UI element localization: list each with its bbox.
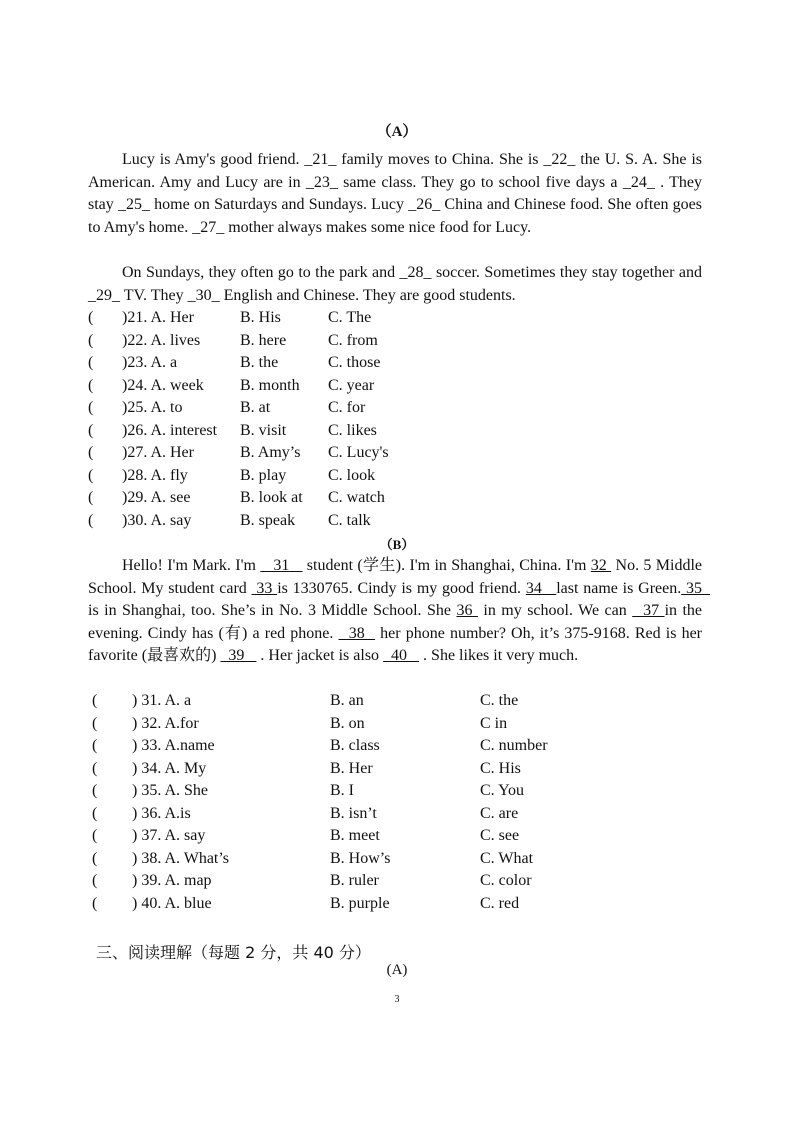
option-q: ) 31. A. a (132, 692, 192, 709)
blank-number: 33 (251, 579, 278, 597)
option-b: B. on (330, 714, 365, 732)
section-b-title: （B） (379, 537, 415, 552)
text-segment: _25_ (117, 196, 150, 214)
text-segment: _30_ (187, 286, 220, 304)
text-segment: On Sundays, they often go to the park and (122, 264, 400, 281)
section-a-paragraph-2 (88, 262, 706, 307)
option-c: C. likes (328, 421, 377, 439)
text-segment: _22_ (543, 151, 576, 168)
option-b: B. the (240, 354, 279, 371)
blank-number: 36 (456, 602, 478, 620)
text-segment: home on Saturdays and Sundays. Lucy (149, 196, 409, 214)
option-c: C. What (480, 849, 534, 867)
option-b: B. isn’t (330, 804, 377, 822)
option-b: B. I (330, 782, 354, 799)
option-b: B. His (240, 309, 281, 326)
section-a-paragraph-1 (88, 149, 706, 239)
option-b: B. at (240, 399, 271, 416)
text-segment: student (学生). I'm in Shanghai, China. I'm (302, 557, 591, 574)
option-b: B. purple (330, 894, 390, 912)
text-segment: China and Chinese food. She often goes to Amy's home. (88, 196, 706, 236)
text-segment: mother always makes some nice food for Lucy. (224, 218, 532, 236)
option-c: C. the (480, 692, 519, 709)
option-q: )30. A. say (122, 511, 192, 529)
option-q: )27. A. Her (122, 444, 194, 461)
option-q: )25. A. to (122, 399, 183, 416)
option-b: B. an (330, 692, 364, 709)
text-segment: in my school. We can (477, 602, 633, 620)
text-segment: . She likes it very much. (419, 647, 579, 665)
option-c: C. year (328, 376, 375, 394)
section-b-paragraph (88, 555, 715, 668)
option-b: B. speak (240, 511, 296, 529)
option-q: ) 33. A.name (132, 737, 215, 754)
blank-number: 38 (338, 624, 376, 642)
answer-bracket: ( (92, 849, 98, 867)
option-c: C in (480, 714, 508, 732)
option-c: C. see (480, 827, 520, 844)
option-b: B. here (240, 331, 287, 349)
option-c: C. The (328, 309, 372, 326)
answer-bracket: ( (88, 399, 94, 416)
blank-number: 40 (383, 647, 420, 665)
answer-bracket: ( (92, 759, 98, 777)
answer-bracket: ( (92, 737, 98, 754)
answer-bracket: ( (88, 354, 94, 371)
option-b: B. play (240, 466, 287, 484)
option-q: ) 34. A. My (132, 759, 207, 777)
answer-bracket: ( (88, 511, 94, 529)
answer-bracket: ( (88, 444, 94, 461)
text-segment: _23_ (305, 173, 338, 191)
answer-bracket: ( (92, 692, 98, 709)
option-c: C. from (328, 331, 378, 349)
option-q: )29. A. see (122, 489, 191, 506)
option-c: C. those (328, 354, 381, 371)
text-segment: family moves to China. She is (336, 151, 544, 168)
answer-bracket: ( (88, 309, 94, 326)
text-segment: last name is Green. (556, 579, 682, 597)
blank-number: 34 (525, 579, 557, 597)
option-b: B. month (240, 376, 300, 394)
blank-number: 35 (681, 579, 711, 597)
option-b: B. ruler (330, 872, 379, 889)
text-segment: No. 5 Middle School. My student card (88, 557, 707, 597)
option-b: B. Her (330, 759, 373, 777)
answer-bracket: ( (88, 331, 94, 349)
answer-bracket: ( (92, 827, 98, 844)
text-segment: Hello! I'm Mark. I'm (122, 557, 261, 574)
text-segment: is in Shanghai, too. She’s in No. 3 Middle School. She (88, 579, 715, 620)
option-c: C. watch (328, 489, 385, 506)
answer-bracket: ( (88, 376, 94, 394)
section-3-subtitle: (A) (386, 962, 408, 978)
text-segment: her phone number? Oh, it’s 375-9168. Red is her favorite (最喜欢的) (88, 624, 707, 665)
blank-number: 31 (260, 557, 303, 574)
text-segment: . They stay (88, 173, 706, 214)
section-a-title: （A） (376, 124, 418, 140)
option-c: C. for (328, 399, 366, 416)
option-c: C. talk (328, 511, 371, 529)
answer-bracket: ( (88, 489, 94, 506)
text-segment: _24_ (622, 173, 655, 191)
blank-number: 39 (220, 647, 257, 665)
option-c: C. Lucy's (328, 444, 389, 461)
text-segment: _21_ (304, 151, 337, 168)
option-q: )22. A. lives (122, 331, 201, 349)
text-segment: the U. S. A. She is American. Amy and Lucy are in (88, 151, 706, 191)
option-q: )28. A. fly (122, 466, 188, 484)
answer-bracket: ( (92, 804, 98, 822)
blank-number: 37 (632, 602, 665, 620)
option-c: C. look (328, 466, 376, 484)
page-number: 3 (394, 994, 400, 1005)
option-b: B. visit (240, 421, 287, 439)
section-3-heading: 三、阅读理解（每题 2 分，共 40 分） (96, 943, 371, 962)
text-segment: TV. They (120, 286, 188, 304)
text-segment: in the evening. Cindy has (有) a red phone. (88, 602, 707, 642)
option-c: C. You (480, 782, 525, 799)
option-b: B. Amy’s (240, 444, 301, 461)
text-segment: _29_ (88, 286, 120, 304)
option-q: )23. A. a (122, 354, 178, 371)
option-c: C. are (480, 804, 519, 822)
text-segment: _28_ (399, 264, 432, 281)
option-q: )26. A. interest (122, 421, 218, 439)
option-q: ) 35. A. She (132, 782, 208, 799)
text-segment: _26_ (408, 196, 441, 214)
text-segment: _27_ (192, 218, 225, 236)
answer-bracket: ( (88, 421, 94, 439)
option-b: B. class (330, 737, 380, 754)
option-q: ) 36. A.is (132, 804, 191, 822)
answer-bracket: ( (88, 466, 94, 484)
option-q: )24. A. week (122, 376, 204, 394)
answer-bracket: ( (92, 894, 98, 912)
option-q: )21. A. Her (122, 309, 194, 326)
option-b: B. meet (330, 827, 380, 844)
text-segment: soccer. Sometimes they stay together and (431, 264, 706, 281)
option-q: ) 39. A. map (132, 872, 212, 889)
option-q: ) 37. A. say (132, 827, 206, 844)
text-segment: same class. They go to school five days a (337, 173, 623, 191)
option-q: ) 40. A. blue (132, 894, 212, 912)
text-segment: is 1330765. Cindy is my good friend. (277, 579, 526, 597)
option-c: C. color (480, 872, 532, 889)
option-b: B. look at (240, 489, 303, 506)
option-q: ) 32. A.for (132, 714, 199, 732)
text-segment: . Her jacket is also (256, 647, 384, 665)
text-segment: English and Chinese. They are good students. (219, 286, 516, 304)
answer-bracket: ( (92, 872, 98, 889)
option-c: C. red (480, 894, 520, 912)
option-c: C. number (480, 737, 548, 754)
answer-bracket: ( (92, 782, 98, 799)
option-b: B. How’s (330, 849, 391, 867)
option-q: ) 38. A. What’s (132, 849, 230, 867)
blank-number: 32 (590, 557, 612, 574)
text-segment: Lucy is Amy's good friend. (122, 151, 305, 168)
option-c: C. His (480, 759, 521, 777)
answer-bracket: ( (92, 714, 98, 732)
